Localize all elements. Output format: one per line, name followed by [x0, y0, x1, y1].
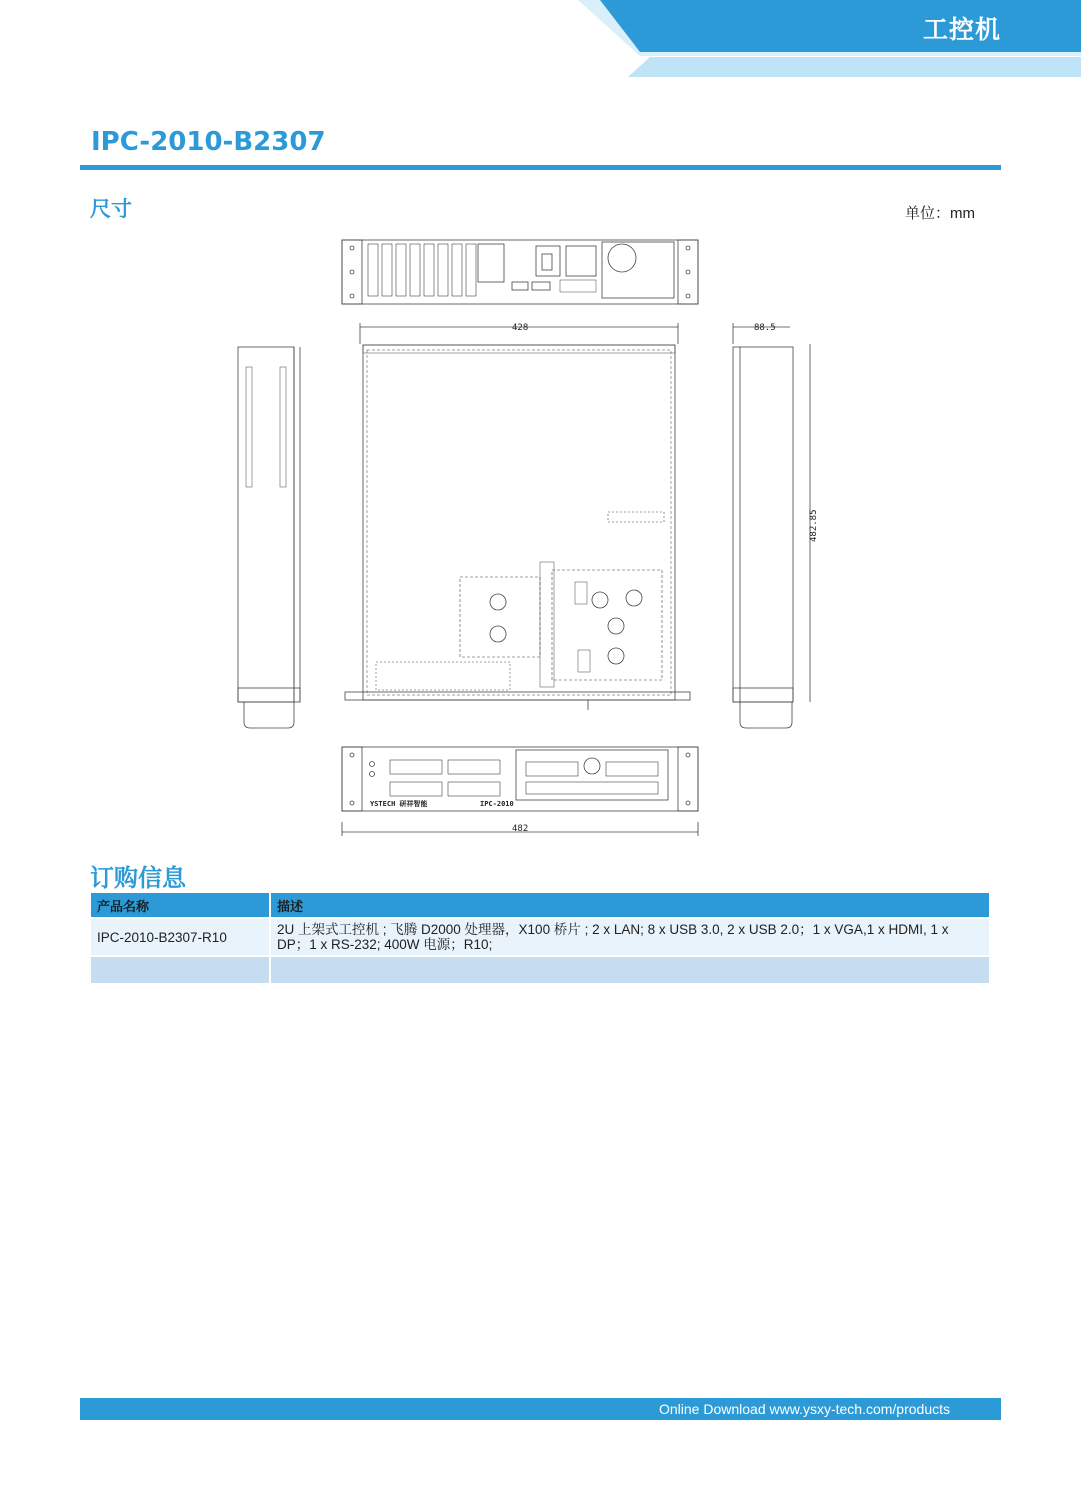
rear-view — [342, 240, 698, 304]
right-side-view — [733, 323, 810, 728]
front-model-text: IPC-2010 — [480, 800, 514, 808]
dim-top-width: 428 — [512, 323, 529, 333]
unit-label: 单位：mm — [905, 205, 975, 222]
ordering-heading: 订购信息 — [90, 864, 186, 892]
front-brand-text: YSTECH 研祥智能 — [370, 800, 428, 808]
front-view — [342, 747, 698, 836]
ordering-table — [91, 893, 991, 983]
product-name-cell — [91, 955, 271, 983]
header-category-title: 工控机 — [922, 15, 1001, 44]
product-description-cell: 2U 上架式工控机 ; 飞腾 D2000 处理器，X100 桥片 ; 2 x LAN; 8 x USB 3.0, 2 x USB 2.0；1 x VGA,1 x HDMI, 1 x DP；1 x RS-232; 400W 电源；R10; — [271, 917, 991, 955]
table-header-row — [91, 893, 991, 917]
dimensions-heading: 尺寸 — [90, 197, 132, 221]
dimension-drawing — [230, 232, 830, 842]
model-title: IPC-2010-B2307 — [91, 127, 326, 157]
title-divider — [80, 165, 1001, 170]
column-header-product-name: 产品名称 — [91, 893, 271, 917]
dim-side-height: 482.85 — [809, 509, 819, 542]
dim-side-depth: 88.5 — [754, 323, 776, 333]
product-name-cell: IPC-2010-B2307-R10 — [91, 917, 271, 955]
header-band — [0, 0, 1081, 80]
footer-band — [80, 1398, 1001, 1420]
table-row — [91, 917, 991, 955]
table-row — [91, 955, 991, 983]
left-side-view — [238, 347, 300, 728]
product-description-cell — [271, 955, 991, 983]
column-header-description: 描述 — [271, 893, 991, 917]
dim-front-width: 482 — [512, 824, 529, 834]
footer-download-link[interactable]: Online Download www.ysxy-tech.com/products — [658, 1401, 950, 1417]
top-view — [345, 323, 690, 710]
